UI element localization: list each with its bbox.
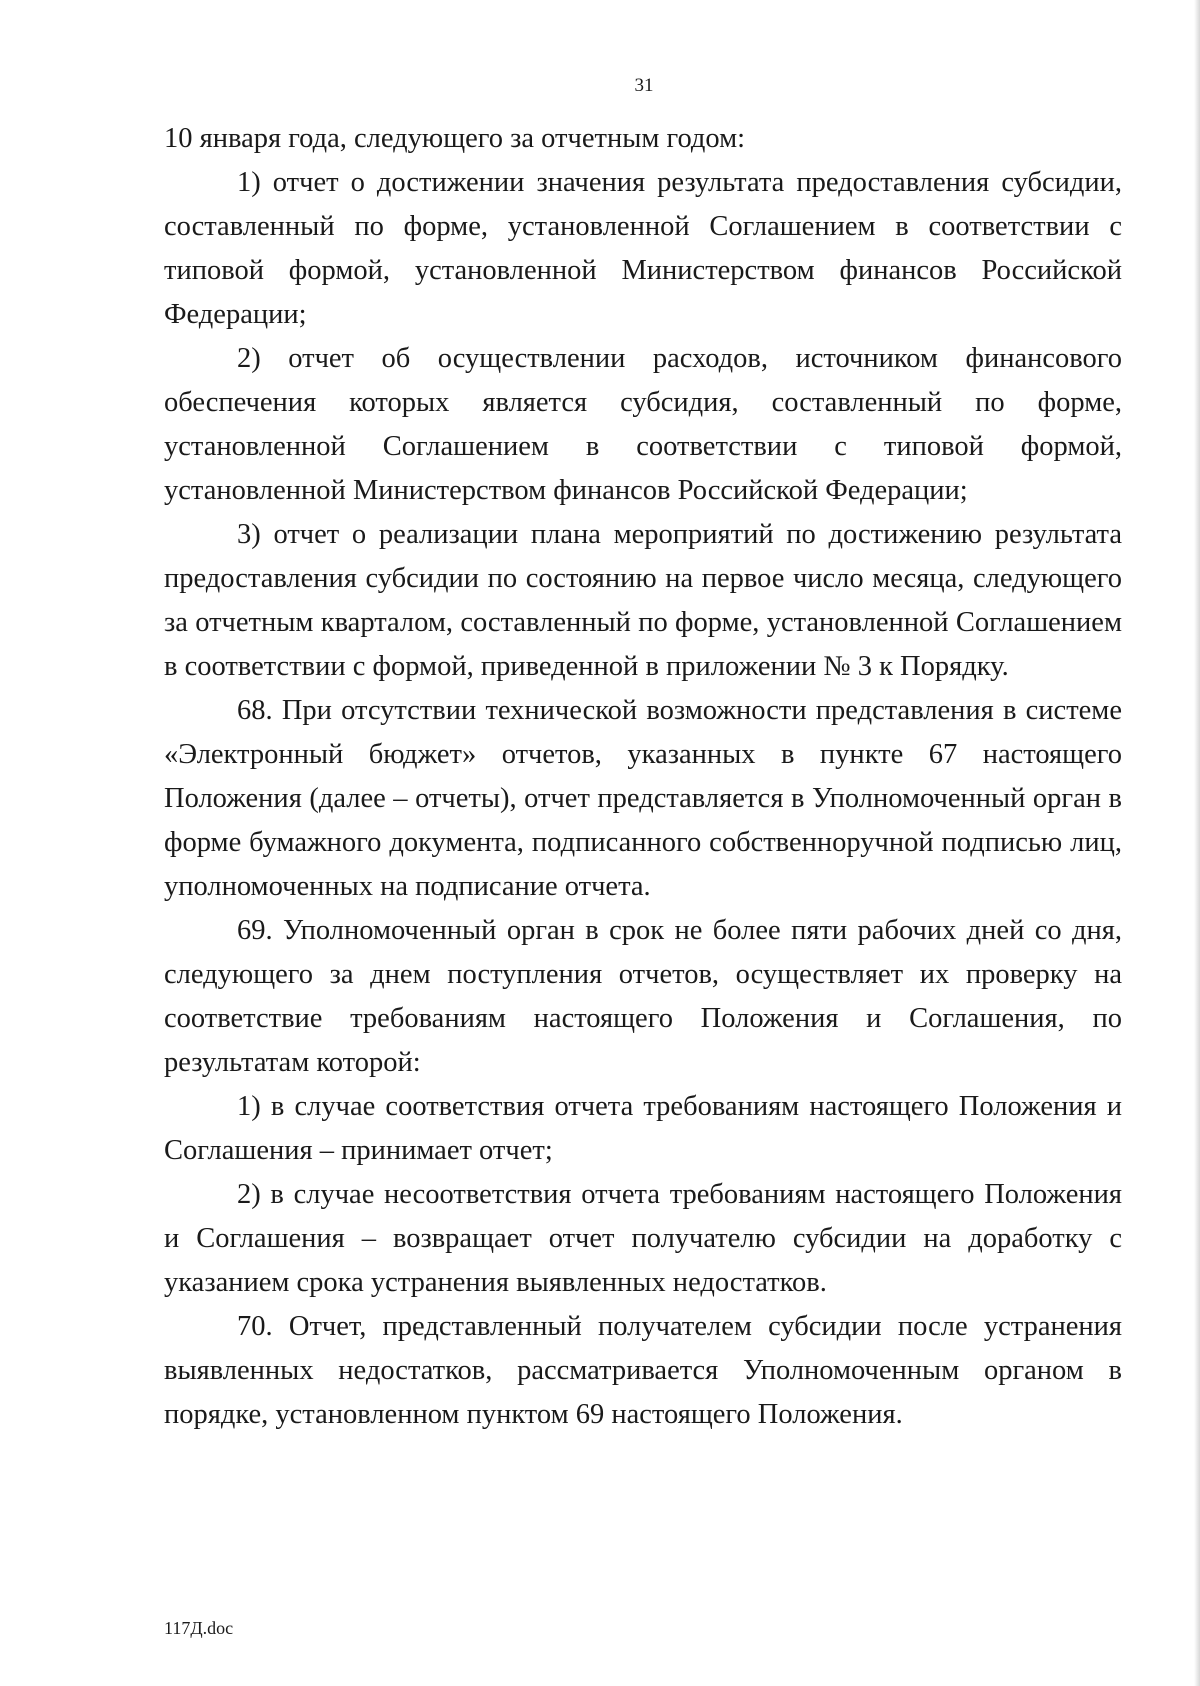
paragraph-clause-68: 68. При отсутствии технической возможности представления в системе «Электронный бюджет» отчетов, указанных в пункте 67 настоящего Положения (далее – отчеты), отчет представляется в Уполномоченный орган в форме бумажного документа, подписанного собственноручной подписью лиц, уполномоченных на подписание отчета.: [164, 695, 1122, 902]
paragraph-clause-69-item-1: 1) в случае соответствия отчета требованиям настоящего Положения и Соглашения – принимает отчет;: [164, 1091, 1122, 1166]
scan-edge: [1194, 0, 1200, 1686]
paragraph-clause-70: 70. Отчет, представленный получателем субсидии после устранения выявленных недостатков, рассматривается Уполномоченным органом в порядке, установленном пунктом 69 настоящего Положения.: [164, 1311, 1122, 1430]
paragraph-item-1: 1) отчет о достижении значения результата предоставления субсидии, составленный по форме, установленной Соглашением в соответствии с типовой формой, установленной Министерством финансов Российской Федерации;: [164, 167, 1122, 330]
page-number: 31: [634, 75, 654, 96]
paragraph-continuation: 10 января года, следующего за отчетным годом:: [164, 123, 746, 154]
paragraph-item-3: 3) отчет о реализации плана мероприятий по достижению результата предоставления субсидии по состоянию на первое число месяца, следующего за отчетным кварталом, составленный по форме, установленной Соглашением в соответствии с формой, приведенной в приложении № 3 к Порядку.: [164, 519, 1122, 682]
paragraph-clause-69-item-2: 2) в случае несоответствия отчета требованиям настоящего Положения и Соглашения – возвращает отчет получателю субсидии на доработку с указанием срока устранения выявленных недостатков.: [164, 1179, 1122, 1298]
footer-filename: 117Д.doc: [164, 1618, 234, 1638]
paragraph-item-2: 2) отчет об осуществлении расходов, источником финансового обеспечения которых является субсидия, составленный по форме, установленной Соглашением в соответствии с типовой формой, установленной Министерством финансов Российской Федерации;: [164, 343, 1122, 506]
paragraph-clause-69: 69. Уполномоченный орган в срок не более пяти рабочих дней со дня, следующего за днем поступления отчетов, осуществляет их проверку на соответствие требованиям настоящего Положения и Соглашения, по результатам которой:: [164, 915, 1122, 1078]
document-body: [164, 117, 1122, 1437]
